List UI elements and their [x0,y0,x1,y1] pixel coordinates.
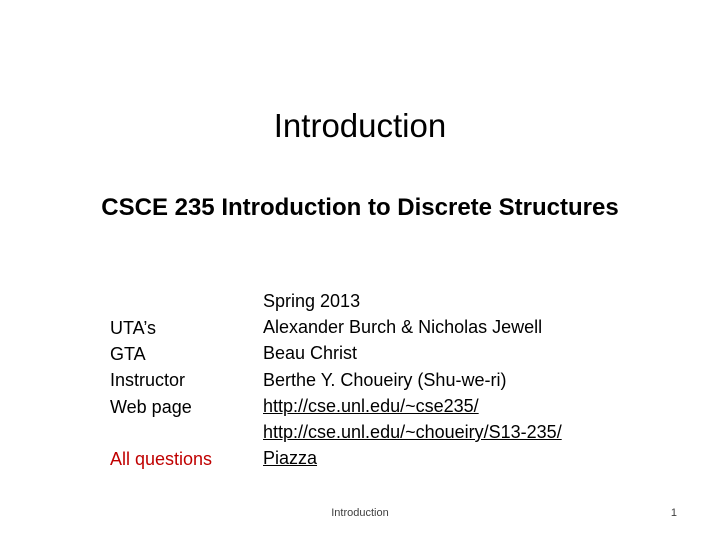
label-utas: UTA’s [110,318,157,338]
label-all-questions: All questions [110,448,213,469]
label-gta: GTA [110,344,146,365]
value-utas: Alexander Burch & Nicholas Jewell [263,317,543,338]
link-course-page[interactable]: http://cse.unl.edu/~cse235/ [263,395,479,416]
page-number: 1 [670,507,677,519]
link-instructor-page[interactable]: http://cse.unl.edu/~choueiry/S13-235/ [263,422,562,443]
value-column [263,288,562,471]
link-piazza[interactable]: Piazza [263,448,318,469]
footer-text: Introduction [331,507,389,519]
label-instructor: Instructor [110,370,186,391]
label-column [110,315,212,472]
value-instructor: Berthe Y. Choueiry (Shu-we-ri) [263,369,507,390]
value-gta: Beau Christ [263,343,358,364]
slide-title: Introduction [273,107,447,144]
label-web-page: Web page [110,396,192,417]
slide-subtitle: CSCE 235 Introduction to Discrete Structures [101,194,619,221]
value-term: Spring 2013 [263,291,361,311]
spacer [110,420,212,446]
